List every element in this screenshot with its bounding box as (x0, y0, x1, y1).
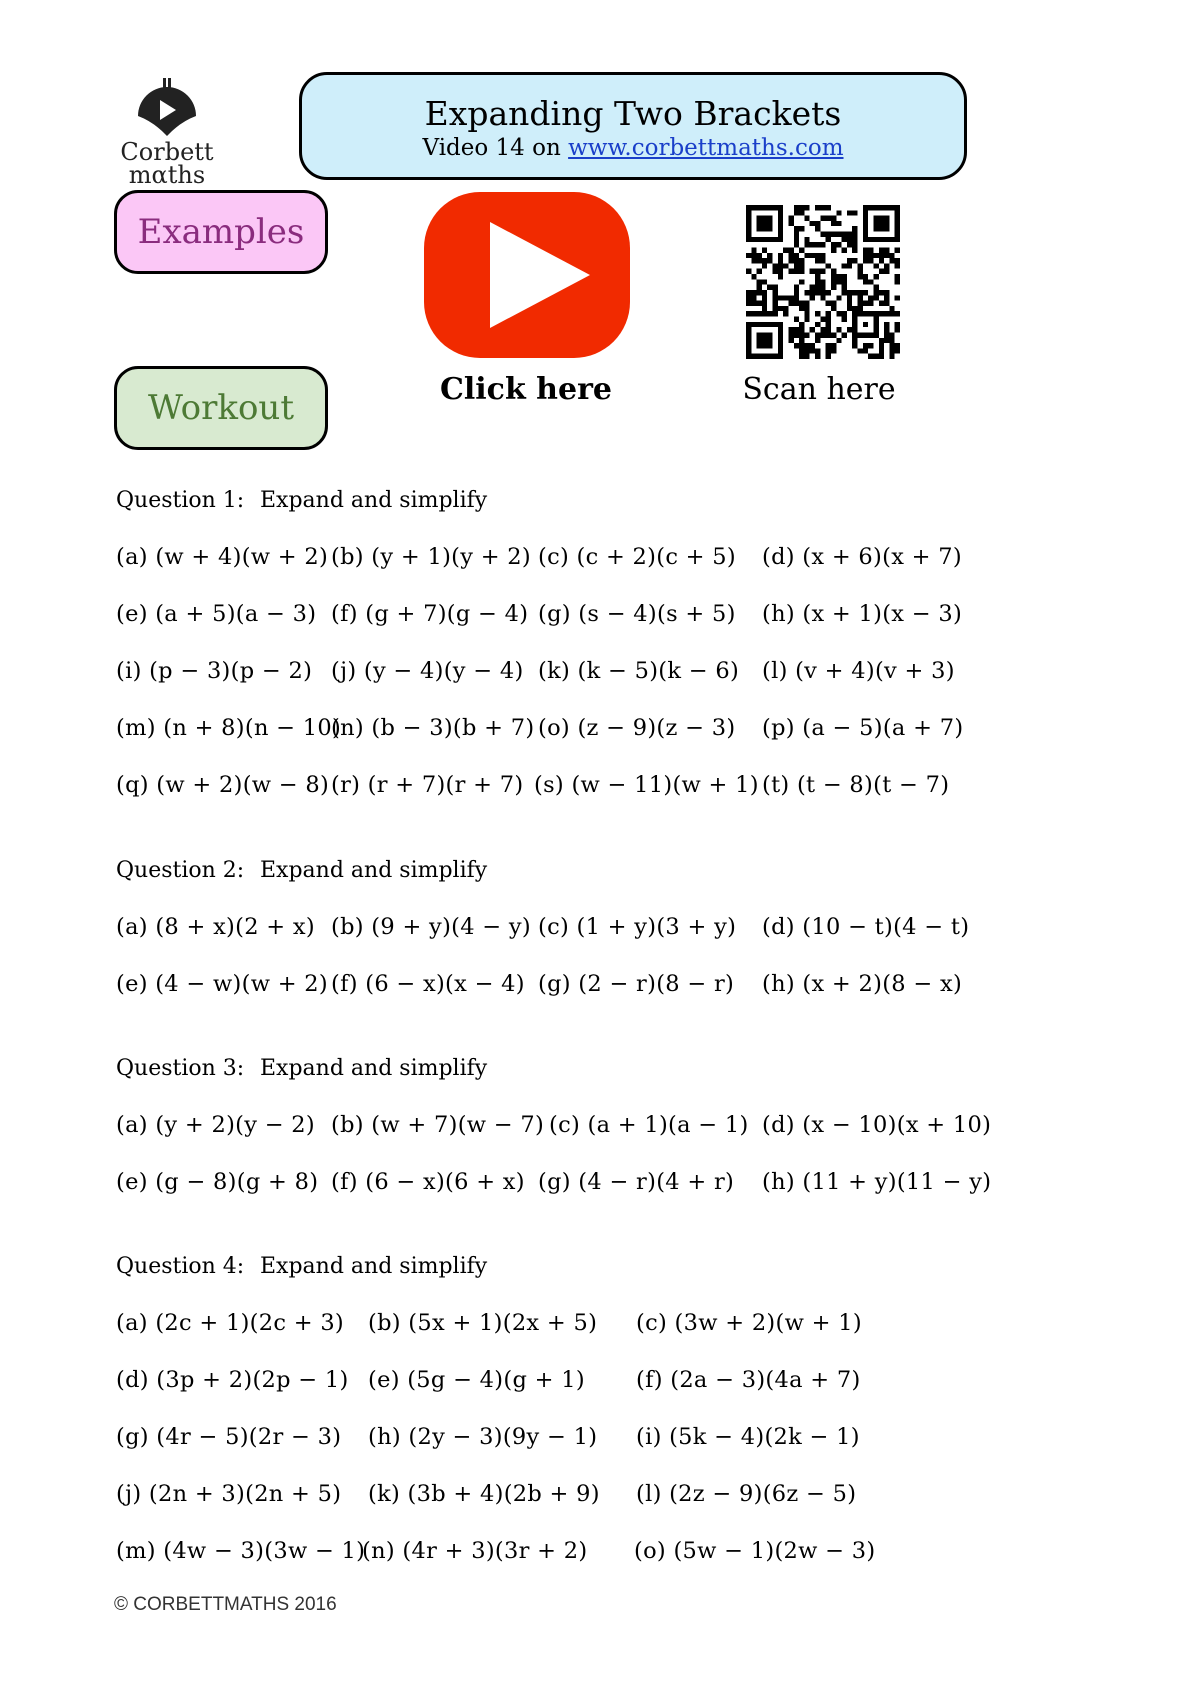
problem-item: (a) (y + 2)(y − 2) (116, 1112, 316, 1138)
question-4-heading (116, 1254, 487, 1279)
problem-item: (a) (2c + 1)(2c + 3) (116, 1310, 345, 1336)
problem-item: (e) (4 − w)(w + 2) (116, 971, 328, 997)
question-4-row (0, 1481, 1200, 1515)
question-instruction: Expand and simplify (260, 1254, 488, 1279)
problem-item: (i) (p − 3)(p − 2) (116, 658, 313, 684)
question-1-heading (116, 488, 487, 513)
problem-item: (p) (a − 5)(a + 7) (762, 715, 964, 741)
question-1-row (0, 544, 1200, 578)
problem-item: (d) (10 − t)(4 − t) (762, 914, 970, 940)
problem-item: (m) (n + 8)(n − 10) (116, 715, 342, 741)
problem-item: (g) (4r − 5)(2r − 3) (116, 1424, 342, 1450)
problem-item: (f) (6 − x)(6 + x) (331, 1169, 525, 1195)
problem-item: (d) (3p + 2)(2p − 1) (116, 1367, 349, 1393)
logo-text-line1: Corbett (120, 138, 214, 166)
problem-item: (b) (w + 7)(w − 7) (331, 1112, 545, 1138)
copyright-footer: © CORBETTMATHS 2016 (114, 1594, 337, 1615)
problem-item: (h) (2y − 3)(9y − 1) (368, 1424, 598, 1450)
problem-item: (a) (w + 4)(w + 2) (116, 544, 329, 570)
problem-item: (l) (2z − 9)(6z − 5) (636, 1481, 857, 1507)
scan-here-label: Scan here (742, 372, 896, 407)
question-4-row (0, 1424, 1200, 1458)
question-instruction: Expand and simplify (260, 858, 488, 883)
problem-item: (e) (g − 8)(g + 8) (116, 1169, 319, 1195)
question-2-row (0, 971, 1200, 1005)
question-4-row (0, 1538, 1200, 1572)
question-1-row (0, 658, 1200, 692)
problem-item: (a) (8 + x)(2 + x) (116, 914, 315, 940)
question-label: Question 3: (116, 1056, 245, 1081)
question-1-row (0, 772, 1200, 806)
workout-button[interactable]: Workout (114, 366, 328, 450)
problem-item: (g) (4 − r)(4 + r) (538, 1169, 735, 1195)
corbettmaths-link[interactable]: www.corbettmaths.com (568, 135, 844, 161)
video-reference (302, 133, 964, 163)
question-3-row (0, 1169, 1200, 1203)
problem-item: (k) (3b + 4)(2b + 9) (368, 1481, 600, 1507)
question-label: Question 2: (116, 858, 245, 883)
question-label: Question 4: (116, 1254, 245, 1279)
question-2-heading (116, 858, 487, 883)
problem-item: (h) (11 + y)(11 − y) (762, 1169, 992, 1195)
problem-item: (e) (5g − 4)(g + 1) (368, 1367, 585, 1393)
logo-text-line2: mαths (128, 161, 206, 189)
question-2-row (0, 914, 1200, 948)
problem-item: (c) (1 + y)(3 + y) (538, 914, 737, 940)
corbettmaths-logo (112, 78, 222, 189)
qr-code-icon (744, 205, 902, 359)
title-box (299, 72, 967, 180)
question-3-row (0, 1112, 1200, 1146)
question-3-heading (116, 1056, 487, 1081)
question-instruction: Expand and simplify (260, 1056, 488, 1081)
page-title: Expanding Two Brackets (424, 94, 842, 133)
video-prefix: Video 14 on (422, 135, 569, 161)
problem-item: (c) (c + 2)(c + 5) (538, 544, 736, 570)
problem-item: (g) (s − 4)(s + 5) (538, 601, 736, 627)
problem-item: (k) (k − 5)(k − 6) (538, 658, 740, 684)
problem-item: (n) (4r + 3)(3r + 2) (362, 1538, 588, 1564)
problem-item: (f) (2a − 3)(4a + 7) (636, 1367, 861, 1393)
question-label: Question 1: (116, 488, 245, 513)
problem-item: (s) (w − 11)(w + 1) (534, 772, 759, 798)
problem-item: (q) (w + 2)(w − 8) (116, 772, 330, 798)
problem-item: (r) (r + 7)(r + 7) (331, 772, 524, 798)
problem-item: (m) (4w − 3)(3w − 1) (116, 1538, 366, 1564)
question-instruction: Expand and simplify (260, 488, 488, 513)
click-here-label[interactable]: Click here (440, 372, 612, 407)
problem-item: (h) (x + 1)(x − 3) (762, 601, 963, 627)
problem-item: (e) (a + 5)(a − 3) (116, 601, 317, 627)
problem-item: (l) (v + 4)(v + 3) (762, 658, 955, 684)
problem-item: (b) (y + 1)(y + 2) (331, 544, 531, 570)
logo-emblem-icon (134, 78, 200, 138)
problem-item: (g) (2 − r)(8 − r) (538, 971, 735, 997)
problem-item: (d) (x + 6)(x + 7) (762, 544, 962, 570)
video-play-icon[interactable] (424, 192, 630, 358)
problem-item: (n) (b − 3)(b + 7) (331, 715, 535, 741)
problem-item: (f) (g + 7)(g − 4) (331, 601, 529, 627)
problem-item: (o) (z − 9)(z − 3) (538, 715, 736, 741)
problem-item: (t) (t − 8)(t − 7) (762, 772, 950, 798)
question-1-row (0, 601, 1200, 635)
problem-item: (d) (x − 10)(x + 10) (762, 1112, 992, 1138)
question-1-row (0, 715, 1200, 749)
examples-button[interactable]: Examples (114, 190, 328, 274)
problem-item: (j) (2n + 3)(2n + 5) (116, 1481, 342, 1507)
problem-item: (c) (a + 1)(a − 1) (549, 1112, 749, 1138)
problem-item: (c) (3w + 2)(w + 1) (636, 1310, 862, 1336)
problem-item: (j) (y − 4)(y − 4) (331, 658, 524, 684)
problem-item: (h) (x + 2)(8 − x) (762, 971, 963, 997)
problem-item: (b) (9 + y)(4 − y) (331, 914, 531, 940)
problem-item: (f) (6 − x)(x − 4) (331, 971, 525, 997)
problem-item: (b) (5x + 1)(2x + 5) (368, 1310, 598, 1336)
question-4-row (0, 1367, 1200, 1401)
question-4-row (0, 1310, 1200, 1344)
problem-item: (o) (5w − 1)(2w − 3) (634, 1538, 876, 1564)
problem-item: (i) (5k − 4)(2k − 1) (636, 1424, 860, 1450)
